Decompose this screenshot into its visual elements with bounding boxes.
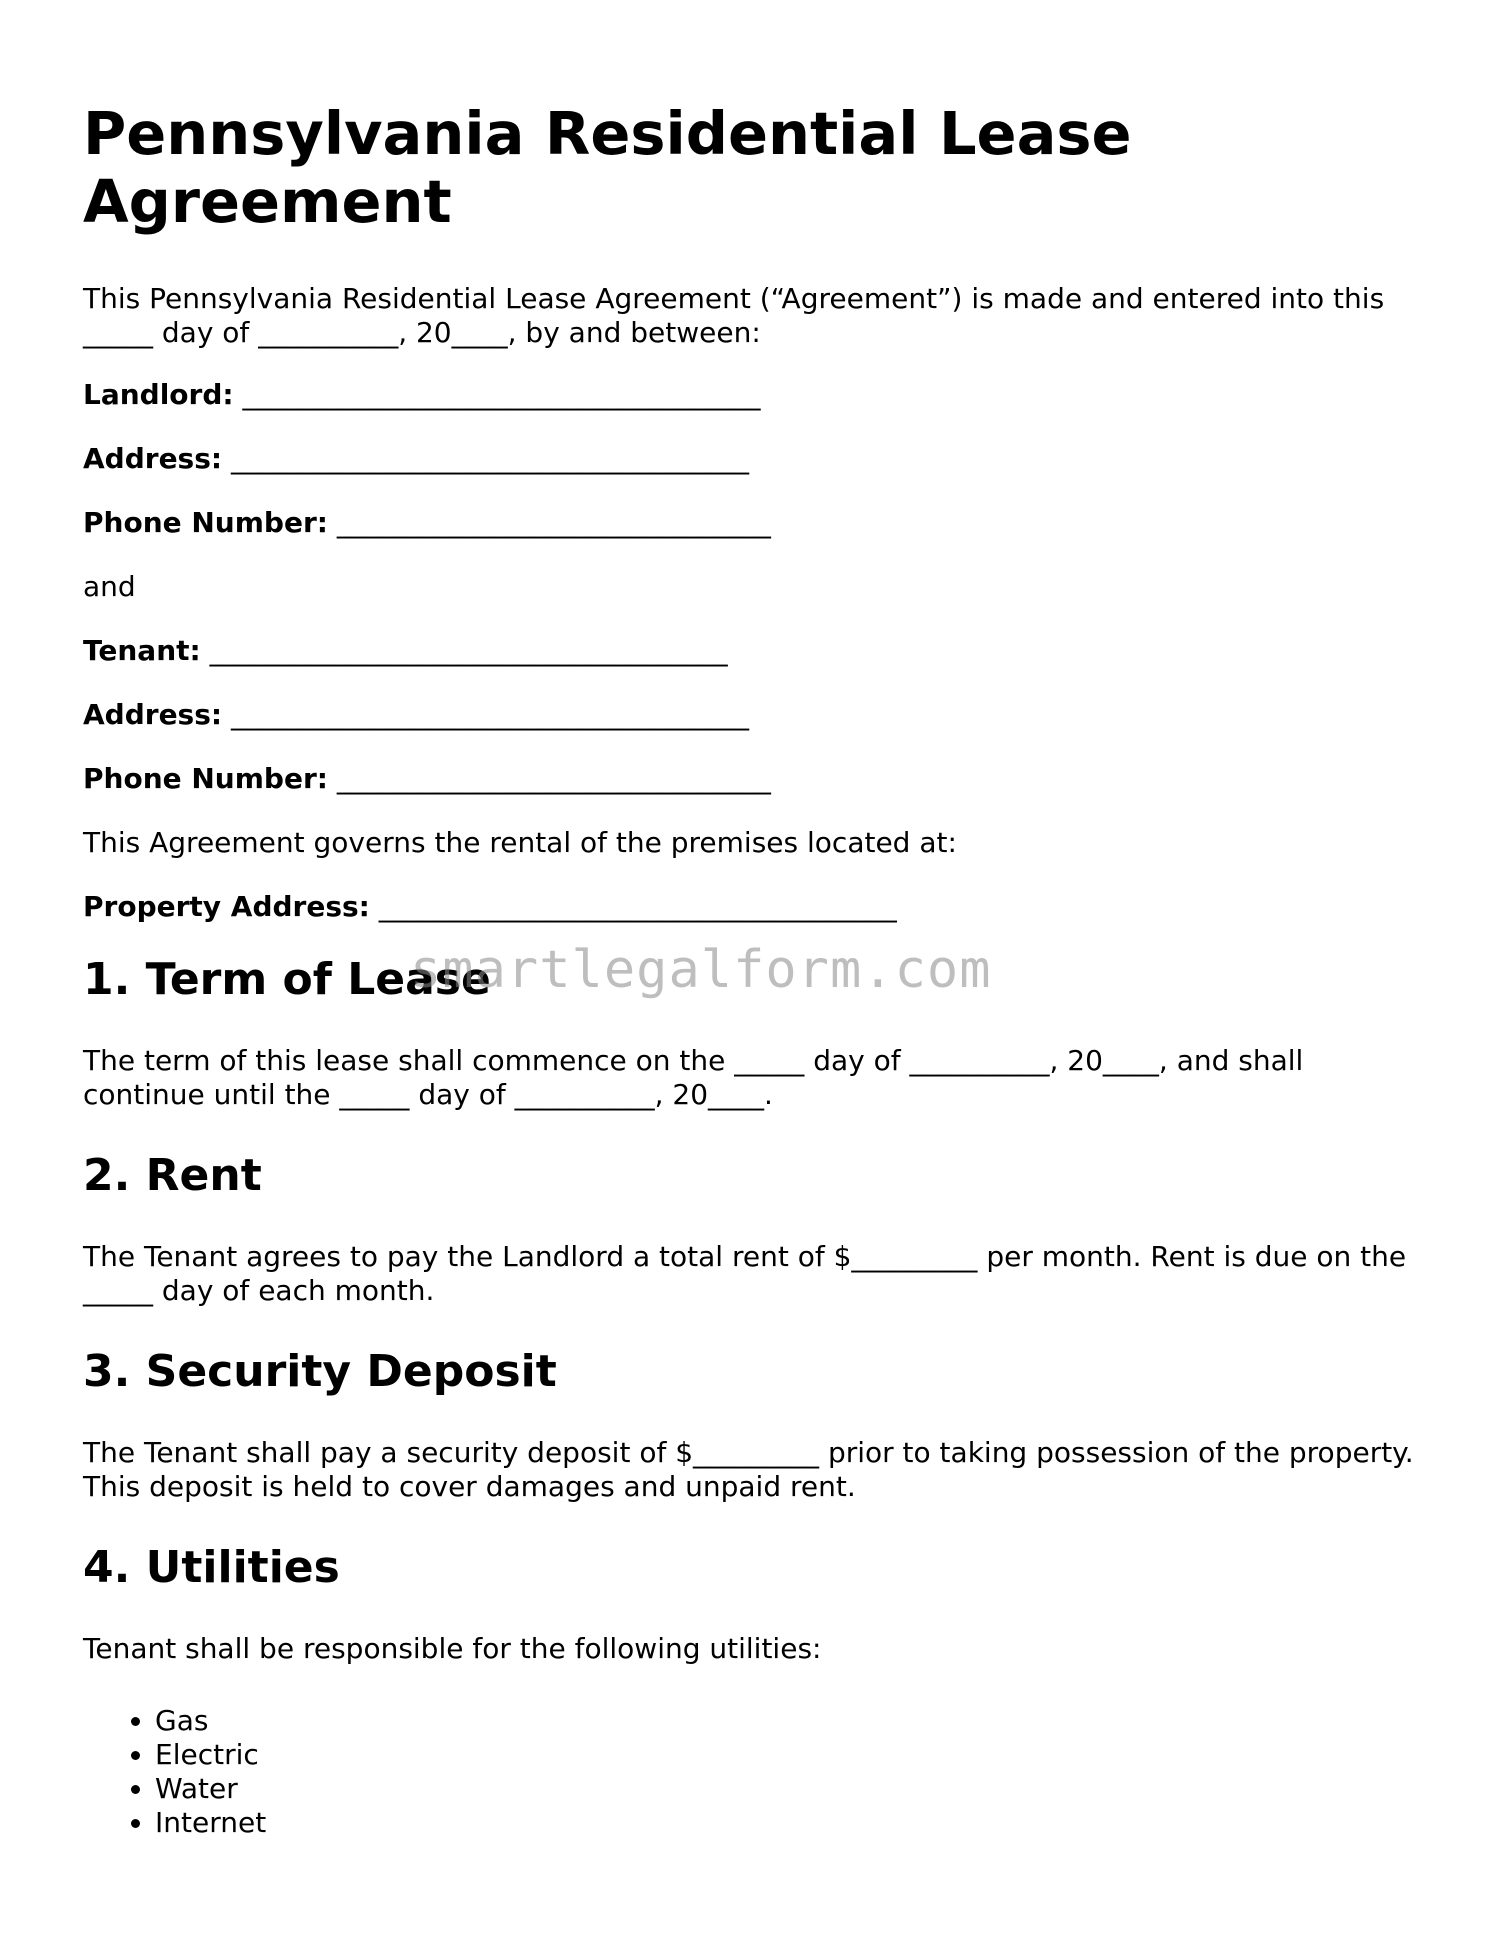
- section-body-security-deposit: The Tenant shall pay a security deposit of $_________ prior to taking possession of the property. This deposit is held to cover damages and unpaid rent.: [83, 1436, 1414, 1503]
- tenant-address-label: Address:: [83, 698, 223, 731]
- section-heading-term: 1. Term of Lease: [83, 954, 491, 1005]
- section-body-utilities: Tenant shall be responsible for the following utilities:: [83, 1632, 822, 1665]
- section-heading-security-deposit: 3. Security Deposit: [83, 1346, 557, 1397]
- section-body-rent: The Tenant agrees to pay the Landlord a total rent of $_________ per month. Rent is due on the _____ day of each month.: [83, 1240, 1407, 1307]
- landlord-address-blank[interactable]: _____________________________________: [231, 442, 749, 475]
- watermark-text: smartlegalform.com: [410, 940, 992, 1000]
- landlord-phone-blank[interactable]: _______________________________: [336, 506, 771, 539]
- property-address-blank[interactable]: _____________________________________: [378, 890, 897, 923]
- tenant-phone-blank[interactable]: _______________________________: [336, 762, 771, 795]
- list-item: • Internet: [155, 1806, 1423, 1840]
- landlord-address-label: Address:: [83, 442, 223, 475]
- landlord-name-field: [83, 378, 1423, 412]
- property-address-label: Property Address:: [83, 890, 370, 923]
- tenant-phone-label: Phone Number:: [83, 762, 328, 795]
- premises-text: This Agreement governs the rental of the premises located at:: [83, 826, 957, 859]
- section-body-term: The term of this lease shall commence on the _____ day of __________, 20____, and shall continue until the _____ day of __________, 20____.: [83, 1044, 1304, 1111]
- tenant-address-blank[interactable]: _____________________________________: [231, 698, 749, 731]
- landlord-name-label: Landlord:: [83, 378, 234, 411]
- tenant-name-blank[interactable]: _____________________________________: [209, 634, 728, 667]
- landlord-phone-label: Phone Number:: [83, 506, 328, 539]
- document-title: Pennsylvania Residential Lease Agreement: [83, 99, 1132, 236]
- and-text: and: [83, 570, 136, 603]
- landlord-address-field: [83, 442, 1423, 476]
- list-item: • Gas: [155, 1704, 1423, 1738]
- tenant-phone-field: [83, 762, 1423, 796]
- list-item: • Electric: [155, 1738, 1423, 1772]
- section-heading-utilities: 4. Utilities: [83, 1542, 340, 1593]
- landlord-name-blank[interactable]: _____________________________________: [242, 378, 761, 411]
- landlord-phone-field: [83, 506, 1423, 540]
- section-heading-rent: 2. Rent: [83, 1150, 262, 1201]
- tenant-name-field: [83, 634, 1423, 668]
- intro-paragraph: This Pennsylvania Residential Lease Agreement (“Agreement”) is made and entered into this _____ day of __________, 20____, by and between:: [83, 282, 1385, 349]
- utilities-list: [83, 1704, 1423, 1840]
- tenant-name-label: Tenant:: [83, 634, 201, 667]
- list-item: • Water: [155, 1772, 1423, 1806]
- tenant-address-field: [83, 698, 1423, 732]
- property-address-field: [83, 890, 1423, 924]
